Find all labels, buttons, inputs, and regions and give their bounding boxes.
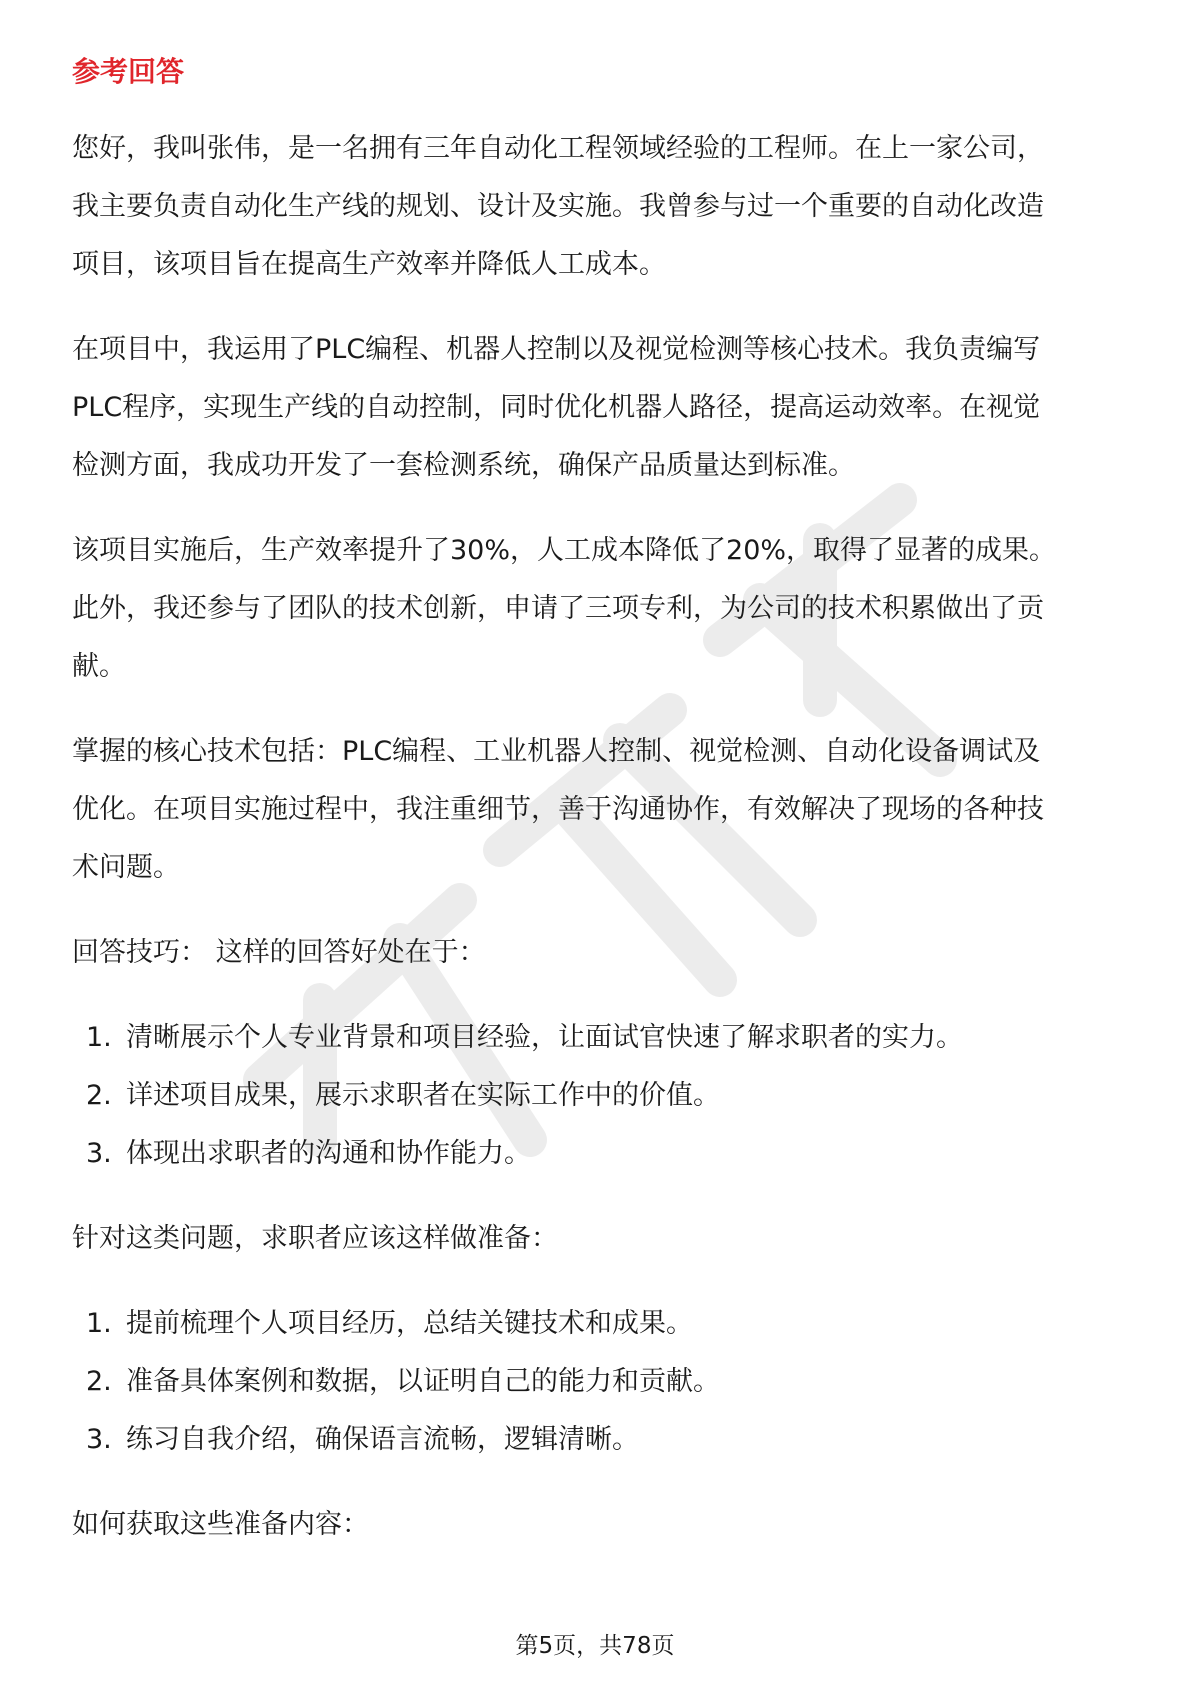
list-item [72, 1353, 1122, 1411]
list-text: 体现出求职者的沟通和协作能力。 [126, 1138, 531, 1169]
final-line: 如何获取这些准备内容： [72, 1509, 369, 1540]
answer-paragraph-1: 您好，我叫张伟，是一名拥有三年自动化工程领域经验的工程师。在上一家公司， 我主要负责自动化生产线的规划、设计及实施。我曾参与过一个重要的自动化改造 项目，该项目旨在提高生产效率并降低人工成本。 [72, 133, 1044, 280]
list-number: 2. [86, 1366, 112, 1397]
answer-paragraph-3: 该项目实施后，生产效率提升了30%，人工成本降低了20%，取得了显著的成果。 此外，我还参与了团队的技术创新，申请了三项专利，为公司的技术积累做出了贡 献。 [72, 535, 1057, 682]
list-text: 详述项目成果，展示求职者在实际工作中的价值。 [126, 1080, 720, 1111]
list-item [72, 1411, 1122, 1469]
list-text: 准备具体案例和数据，以证明自己的能力和贡献。 [126, 1366, 720, 1397]
list-number: 1. [86, 1022, 112, 1053]
page-number: 第5页，共78页 [515, 1633, 675, 1659]
list-number: 3. [86, 1424, 112, 1455]
prep-list [72, 1295, 1122, 1469]
list-item [72, 1125, 1122, 1183]
answer-paragraph-2: 在项目中，我运用了PLC编程、机器人控制以及视觉检测等核心技术。我负责编写 PLC程序，实现生产线的自动控制，同时优化机器人路径，提高运动效率。在视觉 检测方面，我成功开发了一套检测系统，确保产品质量达到标准。 [72, 334, 1041, 481]
list-item [72, 1067, 1122, 1125]
list-text: 练习自我介绍，确保语言流畅，逻辑清晰。 [126, 1424, 639, 1455]
list-item [72, 1009, 1122, 1067]
section-heading: 参考回答 [72, 55, 185, 88]
list-text: 提前梳理个人项目经历，总结关键技术和成果。 [126, 1308, 693, 1339]
answer-paragraph-4: 掌握的核心技术包括：PLC编程、工业机器人控制、视觉检测、自动化设备调试及 优化。在项目实施过程中，我注重细节，善于沟通协作，有效解决了现场的各种技 术问题。 [72, 736, 1044, 883]
list-number: 1. [86, 1308, 112, 1339]
tips-list [72, 1009, 1122, 1183]
prep-intro: 针对这类问题，求职者应该这样做准备： [72, 1223, 558, 1254]
list-number: 3. [86, 1138, 112, 1169]
list-number: 2. [86, 1080, 112, 1111]
list-item [72, 1295, 1122, 1353]
main-content [72, 48, 1122, 1581]
list-text: 清晰展示个人专业背景和项目经验，让面试官快速了解求职者的实力。 [126, 1022, 963, 1053]
tips-intro: 回答技巧： 这样的回答好处在于： [72, 937, 486, 968]
